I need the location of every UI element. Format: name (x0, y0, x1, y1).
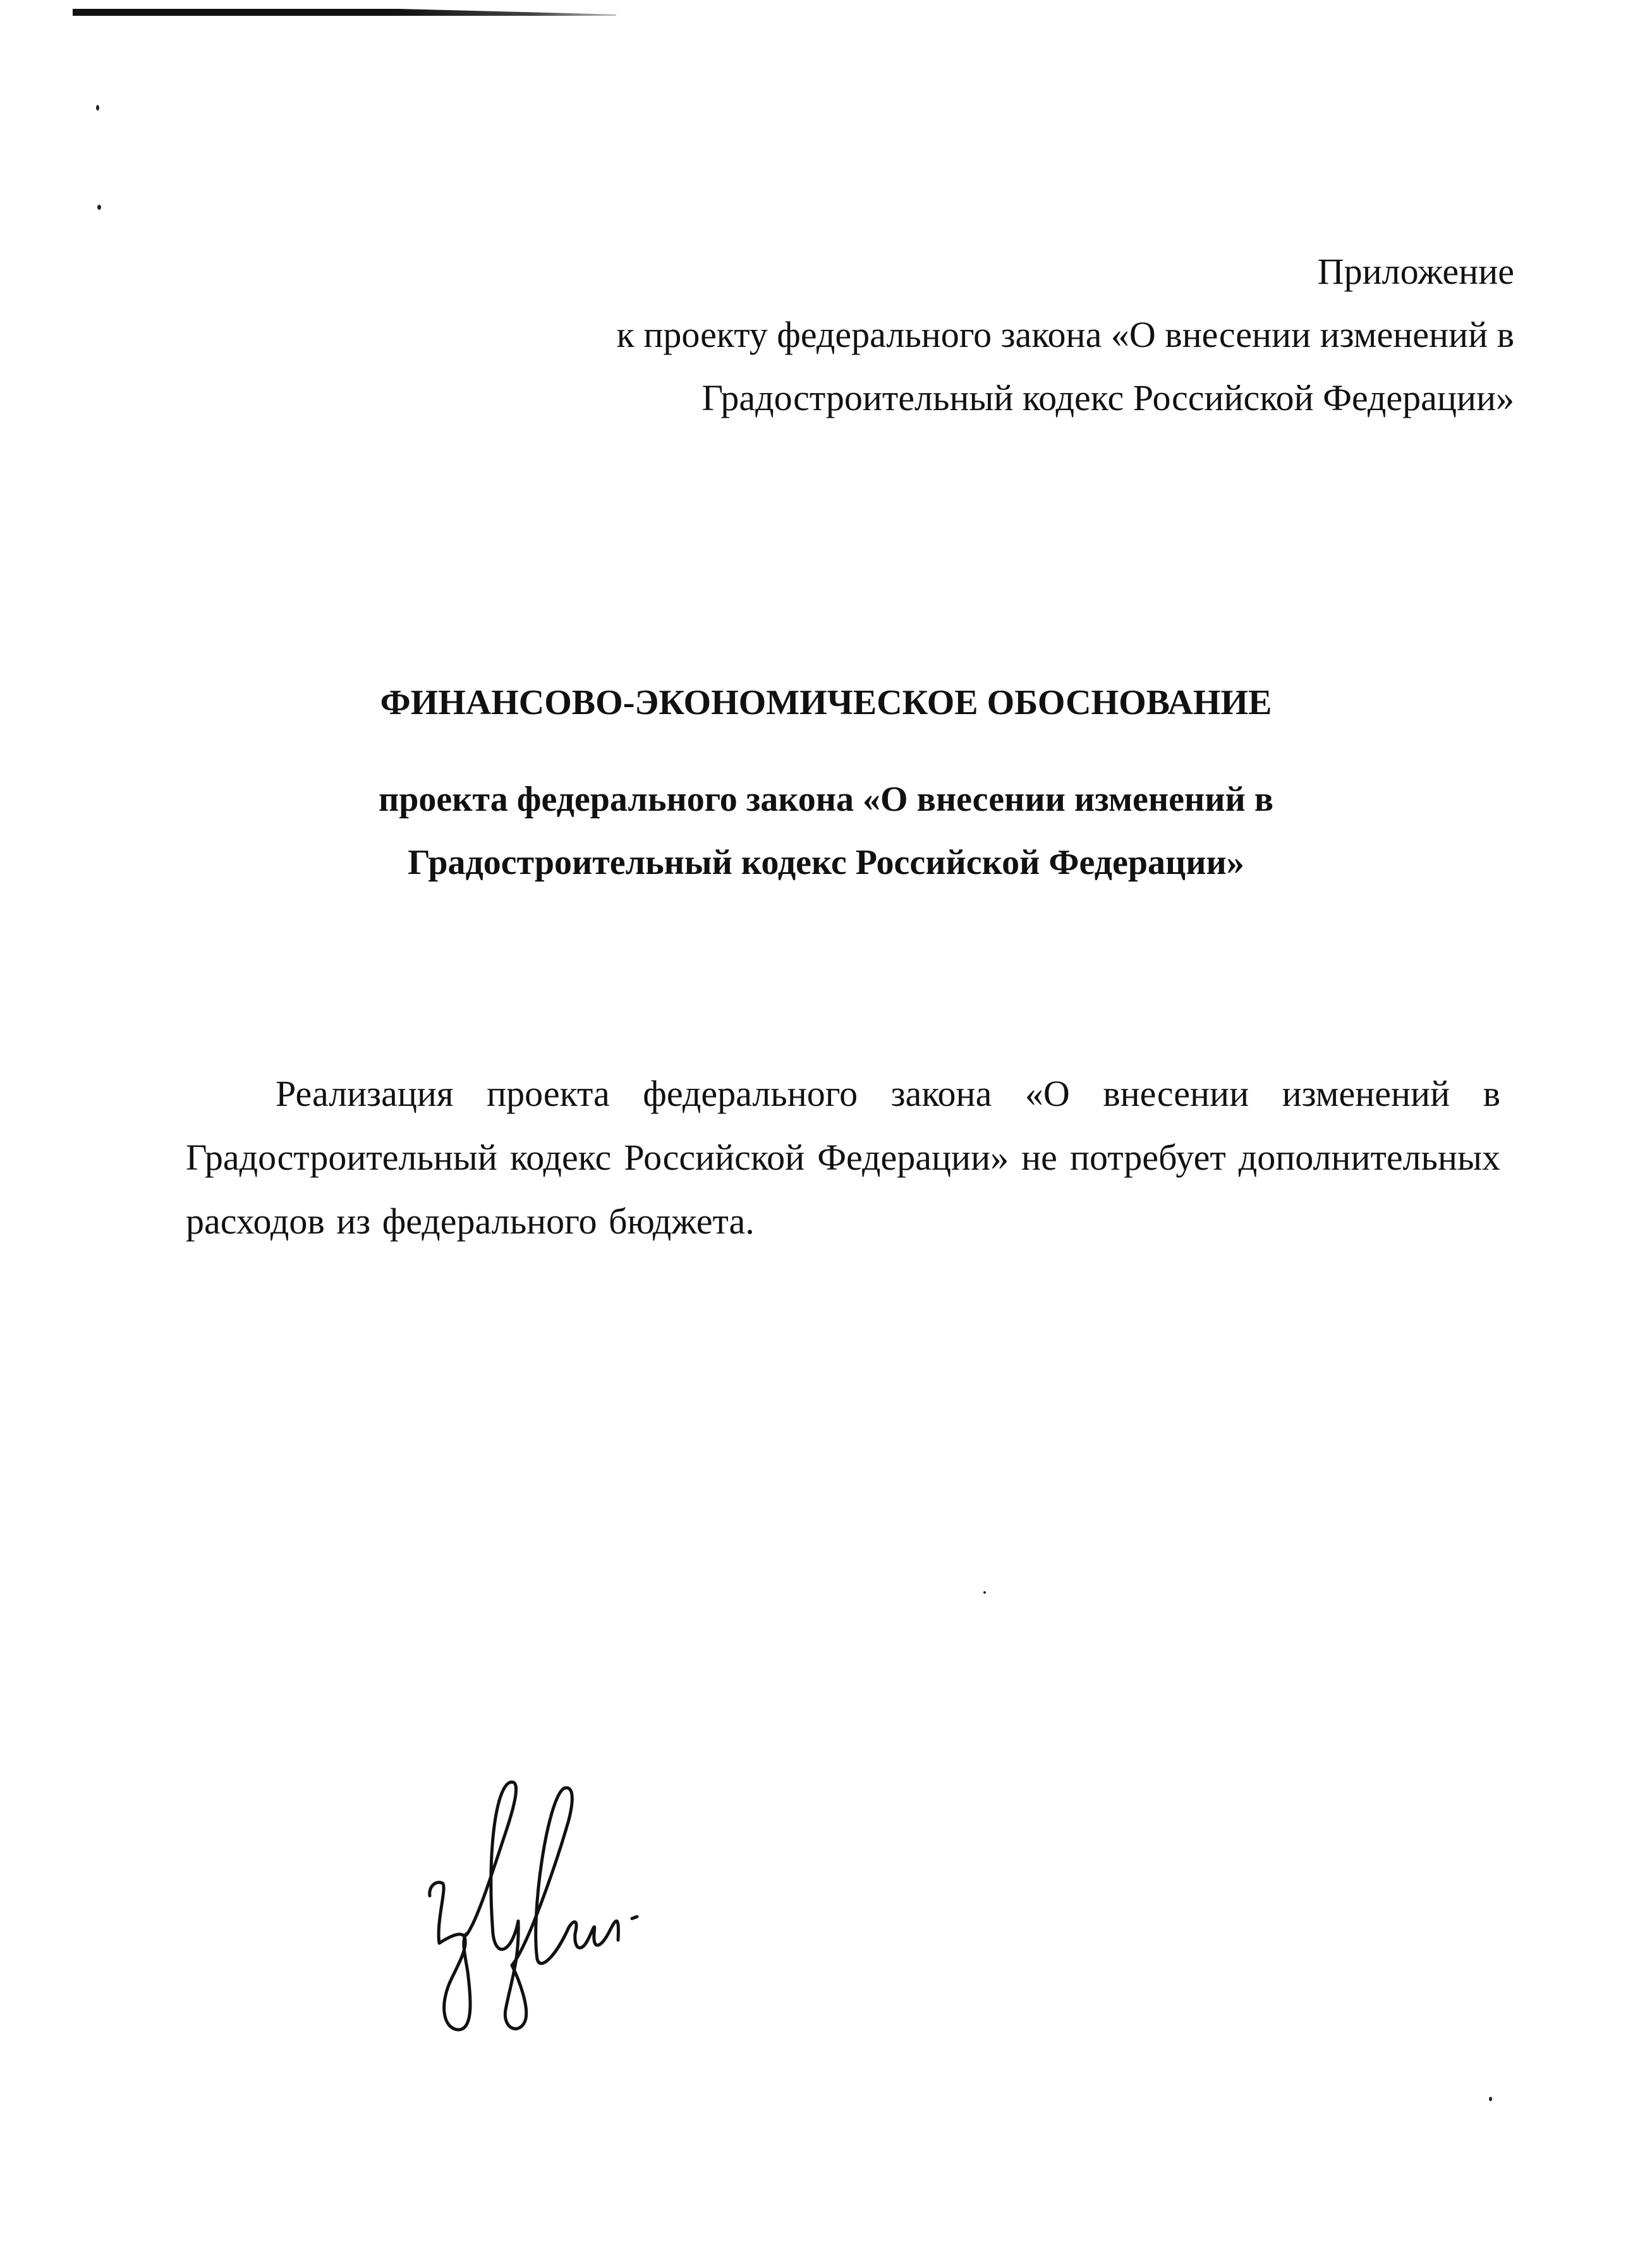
document-title: ФИНАНСОВО-ЭКОНОМИЧЕСКОЕ ОБОСНОВАНИЕ (380, 683, 1272, 722)
document-subtitle (0, 768, 1652, 894)
scan-speck (96, 105, 99, 111)
scan-speck (97, 205, 101, 210)
appendix-header (617, 240, 1514, 430)
body-paragraph: Реализация проекта федерального закона «О внесении изменений в Градостроительный кодекс Российской Федерации» не потребует дополнительных расходов из федерального бюджета. (186, 1073, 1500, 1242)
appendix-line-3: Градостроительный кодекс Российской Федерации» (701, 377, 1514, 418)
scan-speck (1489, 2097, 1492, 2101)
scan-edge-bar (73, 9, 616, 16)
appendix-line-1: Приложение (1317, 251, 1514, 292)
subtitle-line-2: Градостроительный кодекс Российской Федерации» (408, 843, 1244, 882)
scan-speck (983, 1591, 986, 1594)
signature (417, 1769, 657, 2035)
appendix-line-2: к проекту федерального закона «О внесении изменений в (616, 314, 1514, 355)
subtitle-line-1: проекта федерального закона «О внесении изменений в (379, 780, 1273, 819)
